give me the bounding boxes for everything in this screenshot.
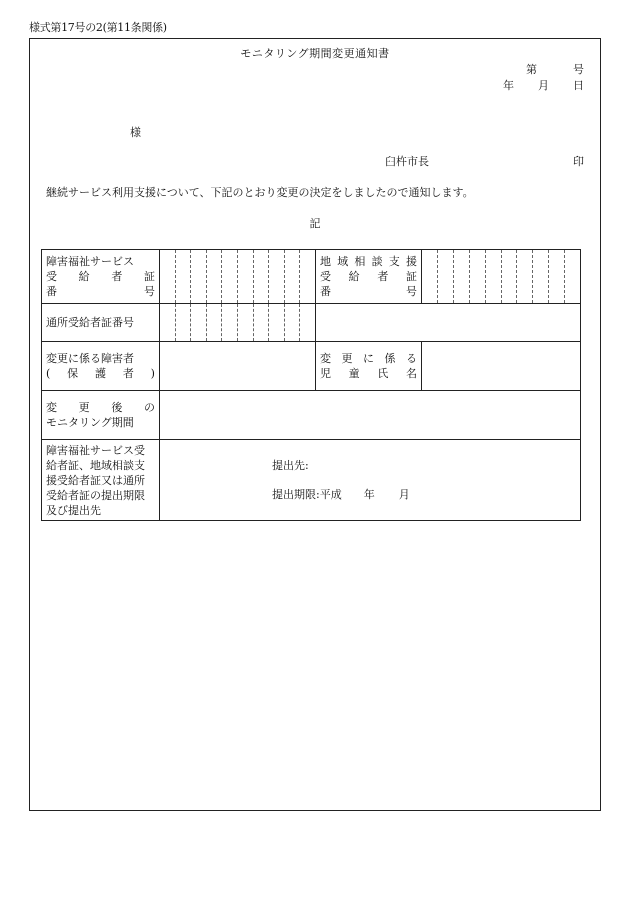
char: 者 — [122, 367, 134, 380]
char: 者 — [111, 270, 123, 283]
form-number-label: 様式第17号の2(第11条関係) — [29, 21, 167, 34]
label-line-justified — [46, 284, 155, 299]
label-child-name — [316, 342, 422, 391]
label-changed-period — [42, 391, 160, 440]
label-line-justified — [46, 400, 155, 415]
table-row-persons — [42, 342, 581, 391]
char: 受 — [320, 270, 331, 283]
seal-mark: 印 — [573, 155, 584, 168]
date-day: 日 — [573, 79, 584, 92]
label-line: 障害福祉サービス受 — [46, 443, 145, 457]
char: 氏 — [377, 367, 389, 380]
label-line-justified — [320, 254, 417, 269]
label-line: 障害福祉サービス — [46, 255, 134, 268]
char: 号 — [406, 285, 417, 298]
char: 地 — [320, 255, 331, 268]
label-line-justified — [46, 366, 155, 381]
regional-cert-number-input[interactable] — [422, 250, 581, 304]
char: 談 — [371, 255, 383, 268]
label-line-justified — [320, 366, 417, 381]
child-name-input[interactable] — [422, 342, 581, 391]
char: 後 — [111, 401, 123, 414]
digit-boxes — [160, 304, 315, 341]
char: 番 — [46, 285, 57, 298]
char: 者 — [377, 270, 389, 283]
label-line: 及び提出先 — [46, 503, 101, 517]
label-line: 変更に係る障害者 — [46, 352, 134, 365]
changed-period-input[interactable] — [160, 391, 581, 440]
submission-destination-label: 提出先: — [272, 459, 309, 472]
char: 域 — [337, 255, 349, 268]
char: 給 — [348, 270, 360, 283]
char: ) — [150, 367, 155, 380]
char: 支 — [388, 255, 400, 268]
char: 保 — [67, 367, 79, 380]
char: に — [363, 352, 374, 365]
char: 変 — [46, 401, 57, 414]
char: 号 — [144, 285, 155, 298]
number-prefix: 第 — [526, 63, 537, 76]
char: 給 — [78, 270, 90, 283]
char: る — [406, 352, 417, 365]
digit-boxes — [160, 250, 315, 303]
char: 援 — [405, 255, 417, 268]
table-row-submission — [42, 440, 581, 521]
sender-name: 臼杵市長 — [385, 155, 429, 168]
char: の — [143, 401, 155, 414]
deadline-era: 提出期限:平成 — [272, 488, 342, 501]
label-disability-cert-number — [42, 250, 160, 304]
date-line — [503, 77, 584, 93]
number-suffix: 号 — [573, 63, 584, 76]
char: 係 — [384, 352, 396, 365]
digit-boxes — [422, 250, 580, 303]
deadline-year: 年 — [363, 488, 375, 501]
submission-info — [160, 440, 580, 520]
commute-cert-number-input[interactable] — [160, 304, 316, 342]
char: 番 — [320, 285, 331, 298]
char: 証 — [405, 270, 417, 283]
addressee-honorific: 様 — [130, 126, 141, 139]
label-line: モニタリング期間 — [46, 416, 134, 429]
label-line: 援受給者証又は通所 — [46, 473, 145, 487]
char: 護 — [94, 367, 106, 380]
char: 更 — [341, 352, 353, 365]
document-title: モニタリング期間変更通知書 — [240, 47, 390, 60]
label-line-justified — [320, 351, 417, 366]
char: 変 — [320, 352, 331, 365]
table-row-commute-cert — [42, 304, 581, 342]
char: 名 — [405, 367, 417, 380]
char: 証 — [143, 270, 155, 283]
label-line: 給者証、地域相談支 — [46, 458, 145, 472]
submission-info-cell — [160, 440, 581, 521]
date-year: 年 — [503, 79, 514, 92]
char: 相 — [354, 255, 366, 268]
char: 児 — [320, 367, 331, 380]
char: 童 — [348, 367, 360, 380]
submission-deadline-line — [272, 487, 410, 502]
label-line-justified — [320, 269, 417, 284]
char: ( — [46, 367, 51, 380]
ki-heading: 記 — [309, 217, 321, 230]
label-commute-cert-number: 通所受給者証番号 — [42, 304, 160, 342]
label-disabled-person — [42, 342, 160, 391]
disabled-person-input[interactable] — [160, 342, 316, 391]
table-row-cert-numbers — [42, 250, 581, 304]
notice-table — [41, 249, 581, 521]
label-line: 受給者証の提出期限 — [46, 488, 145, 502]
label-line-justified — [46, 269, 155, 284]
label-submission — [42, 440, 160, 521]
notice-body-text: 継続サービス利用支援について、下記のとおり変更の決定をしましたので通知します。 — [46, 186, 474, 199]
deadline-month: 月 — [398, 488, 410, 501]
document-number-line — [526, 61, 584, 77]
char: 受 — [46, 270, 57, 283]
disability-cert-number-input[interactable] — [160, 250, 316, 304]
label-regional-cert-number — [316, 250, 422, 304]
date-month: 月 — [538, 79, 549, 92]
label-line-justified — [320, 284, 417, 299]
table-row-period — [42, 391, 581, 440]
document-frame — [29, 38, 601, 811]
char: 更 — [78, 401, 90, 414]
blank-cell — [316, 304, 581, 342]
